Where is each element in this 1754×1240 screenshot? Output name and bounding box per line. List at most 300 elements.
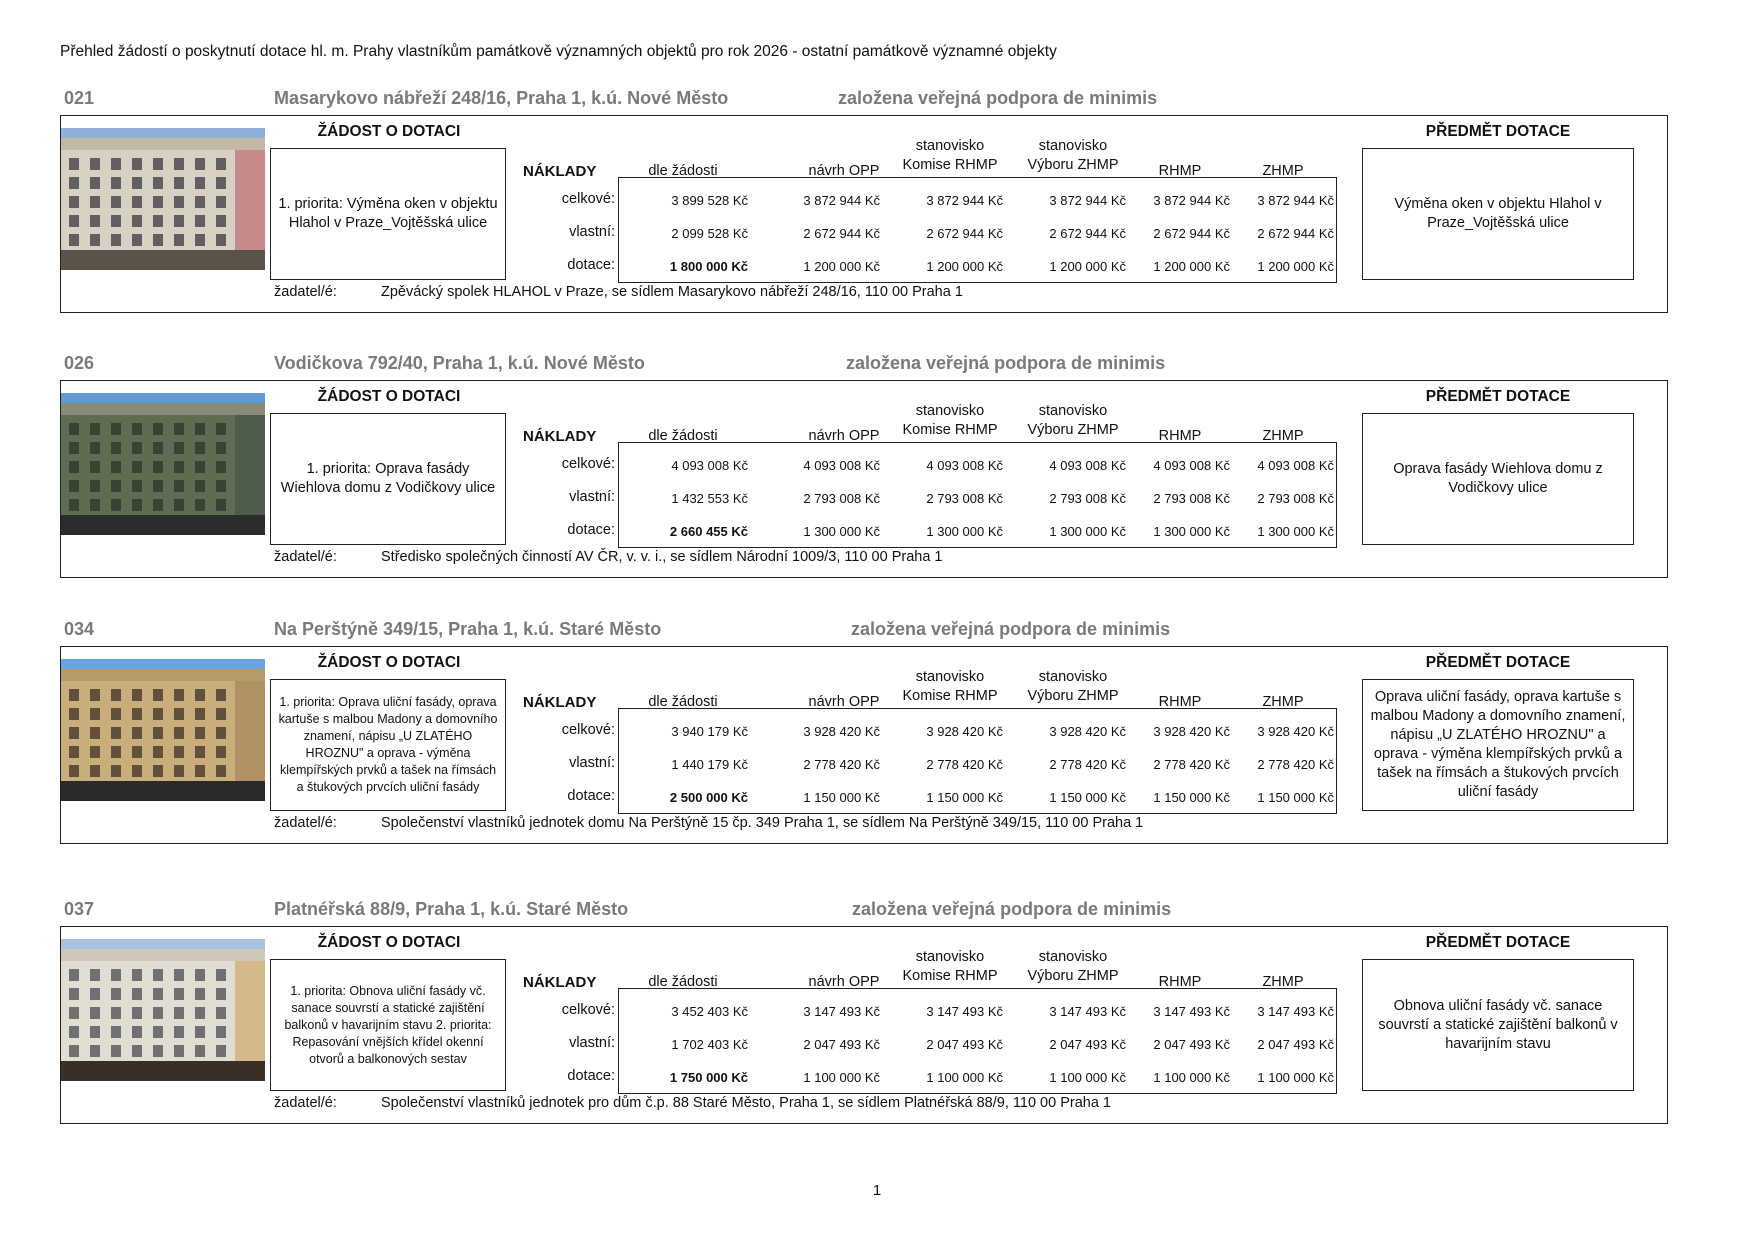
col-komise-line1: stanovisko [915,949,985,965]
cost-cell-celkove-2: 3 147 493 Kč [926,1004,1003,1019]
col-vybor-line1: stanovisko [1038,949,1108,965]
cost-cell-dotace-4: 1 200 000 Kč [1153,259,1230,274]
entry-header [0,353,1754,379]
cost-cell-dotace-1: 1 100 000 Kč [803,1070,880,1085]
cost-cell-celkove-3: 4 093 008 Kč [1049,458,1126,473]
photo-window [111,461,121,473]
photo-window [174,158,184,170]
photo-window [195,442,205,454]
zadost-header: ŽÁDOST O DOTACI [317,654,461,671]
entry-card [0,88,1754,318]
cost-cell-celkove-4: 3 872 944 Kč [1153,193,1230,208]
cost-cell-dotace-1: 1 300 000 Kč [803,524,880,539]
photo-window [153,480,163,492]
photo-window [216,461,226,473]
photo-street [61,250,265,270]
cost-cell-vlastni-5: 2 778 420 Kč [1257,757,1334,772]
col-vybor-line2: Výboru ZHMP [1027,422,1119,438]
col-navrh-opp: návrh OPP [808,694,880,710]
photo-window [174,177,184,189]
photo-window [216,480,226,492]
col-zhmp: ZHMP [1262,974,1304,990]
cost-cell-celkove-1: 3 928 420 Kč [803,724,880,739]
photo-window [90,708,100,720]
photo-cornice [61,138,265,150]
photo-window [69,1026,79,1038]
predmet-header: PŘEDMĚT DOTACE [1425,388,1571,405]
cost-cell-dotace-2: 1 300 000 Kč [926,524,1003,539]
cost-cell-dotace-3: 1 150 000 Kč [1049,790,1126,805]
col-navrh-opp: návrh OPP [808,974,880,990]
photo-window [69,988,79,1000]
photo-window [132,499,142,511]
photo-window [195,499,205,511]
photo-window [90,177,100,189]
photo-window [69,461,79,473]
applicant-label: žadatel/é: [274,284,337,300]
photo-window [195,1007,205,1019]
photo-window [195,423,205,435]
photo-window [69,1007,79,1019]
photo-window [69,177,79,189]
photo-window [69,708,79,720]
cost-cell-dotace-4: 1 300 000 Kč [1153,524,1230,539]
cost-cell-celkove-4: 3 928 420 Kč [1153,724,1230,739]
photo-window [69,969,79,981]
cost-cell-celkove-1: 3 147 493 Kč [803,1004,880,1019]
cost-cell-dotace-0: 2 500 000 Kč [669,790,748,805]
col-komise-line2: Komise RHMP [902,688,998,704]
photo-window [195,988,205,1000]
photo-window [69,689,79,701]
col-rhmp: RHMP [1158,163,1202,179]
cost-cell-vlastni-3: 2 793 008 Kč [1049,491,1126,506]
photo-window [153,177,163,189]
photo-window [132,1026,142,1038]
photo-window [174,765,184,777]
cost-cell-vlastni-3: 2 047 493 Kč [1049,1037,1126,1052]
photo-window [195,689,205,701]
entry-id: 034 [64,619,95,639]
cost-cell-vlastni-4: 2 793 008 Kč [1153,491,1230,506]
cost-cell-celkove-2: 3 928 420 Kč [926,724,1003,739]
cost-cell-celkove-0: 3 899 528 Kč [671,193,748,208]
cost-cell-dotace-0: 1 750 000 Kč [669,1070,748,1085]
photo-window [90,765,100,777]
photo-window [111,196,121,208]
photo-window [216,234,226,246]
cost-cell-vlastni-5: 2 672 944 Kč [1257,226,1334,241]
photo-window [216,1045,226,1057]
cost-cell-dotace-5: 1 100 000 Kč [1257,1070,1334,1085]
col-dle-zadosti: dle žádosti [648,974,718,990]
entry-card [0,619,1754,849]
photo-window [111,988,121,1000]
photo-window [216,215,226,227]
entry-id: 021 [64,88,95,108]
photo-window [174,689,184,701]
col-komise-line2: Komise RHMP [902,422,998,438]
photo-window [195,196,205,208]
row-label-celkove: celkové: [561,722,615,738]
photo-window [90,158,100,170]
photo-window [174,423,184,435]
photo-window [195,158,205,170]
cost-cell-dotace-5: 1 300 000 Kč [1257,524,1334,539]
subject-text: Oprava uliční fasády, oprava kartuše s malbou Madony a domovního znamení, nápisu „U ZLATÉHO HROZNU" a oprava - výměna klempířských prvků a tašek na římsách a štukových prvcích uliční fasády [1362,679,1634,811]
entry-address: Platnéřská 88/9, Praha 1, k.ú. Staré Město [274,899,629,919]
zadost-header: ŽÁDOST O DOTACI [317,388,461,405]
cost-cell-dotace-0: 1 800 000 Kč [669,259,748,274]
de-minimis-note: založena veřejná podpora de minimis [838,88,1158,108]
photo-window [174,480,184,492]
photo-cornice [61,949,265,961]
photo-window [69,196,79,208]
photo-window [174,746,184,758]
col-komise-line1: stanovisko [915,669,985,685]
photo-window [132,746,142,758]
photo-window [195,746,205,758]
cost-cell-celkove-0: 4 093 008 Kč [671,458,748,473]
photo-window [132,727,142,739]
photo-window [111,480,121,492]
building-photo-image [61,659,265,801]
photo-window [90,1045,100,1057]
photo-window [195,480,205,492]
photo-window [69,746,79,758]
applicant-text: Zpěvácký spolek HLAHOL v Praze, se sídlem Masarykovo nábřeží 248/16, 110 00 Praha 1 [381,284,963,300]
photo-window [174,708,184,720]
photo-window [153,215,163,227]
photo-window [216,1026,226,1038]
building-photo [61,128,265,270]
photo-street [61,781,265,801]
row-label-celkove: celkové: [561,456,615,472]
photo-window [153,988,163,1000]
photo-window [216,689,226,701]
photo-window [153,158,163,170]
naklady-header: NÁKLADY [523,694,597,711]
photo-window [174,499,184,511]
cost-cell-vlastni-2: 2 778 420 Kč [926,757,1003,772]
photo-cornice [61,403,265,415]
cost-cell-vlastni-1: 2 778 420 Kč [803,757,880,772]
naklady-header: NÁKLADY [523,163,597,180]
photo-window [153,461,163,473]
cost-cell-dotace-3: 1 200 000 Kč [1049,259,1126,274]
photo-window [111,215,121,227]
photo-window [90,499,100,511]
col-vybor-line1: stanovisko [1038,138,1108,154]
col-zhmp: ZHMP [1262,163,1304,179]
cost-cell-vlastni-4: 2 047 493 Kč [1153,1037,1230,1052]
photo-window [174,727,184,739]
photo-window [216,727,226,739]
photo-window [132,442,142,454]
priority-text: 1. priorita: Oprava uliční fasády, oprava kartuše s malbou Madony a domovního znamení, nápisu „U ZLATÉHO HROZNU" a oprava - výměna klempířských prvků a tašek na římsách a štukových prvcích uliční fasády [270,679,506,811]
subject-text: Oprava fasády Wiehlova domu z Vodičkovy ulice [1362,413,1634,545]
photo-window [132,177,142,189]
col-vybor-line2: Výboru ZHMP [1027,157,1119,173]
photo-window [69,727,79,739]
photo-window [69,215,79,227]
cost-cell-celkove-4: 3 147 493 Kč [1153,1004,1230,1019]
photo-window [132,689,142,701]
photo-window [90,461,100,473]
col-vybor-line2: Výboru ZHMP [1027,968,1119,984]
de-minimis-note: založena veřejná podpora de minimis [846,353,1166,373]
photo-window [132,480,142,492]
cost-cell-vlastni-0: 1 432 553 Kč [671,491,748,506]
cost-cell-celkove-5: 4 093 008 Kč [1257,458,1334,473]
photo-window [69,480,79,492]
photo-window [153,765,163,777]
cost-cell-celkove-4: 4 093 008 Kč [1153,458,1230,473]
entry-address: Na Perštýně 349/15, Praha 1, k.ú. Staré Město [274,619,662,639]
photo-window [153,499,163,511]
photo-window [132,215,142,227]
photo-window [153,1007,163,1019]
entry-header [0,619,1754,645]
photo-window [174,1045,184,1057]
cost-cell-celkove-2: 4 093 008 Kč [926,458,1003,473]
row-label-celkove: celkové: [561,1002,615,1018]
row-label-dotace: dotace: [567,522,615,538]
col-navrh-opp: návrh OPP [808,163,880,179]
photo-window [216,499,226,511]
cost-cell-dotace-1: 1 200 000 Kč [803,259,880,274]
photo-window [69,499,79,511]
photo-window [69,234,79,246]
cost-cell-dotace-2: 1 150 000 Kč [926,790,1003,805]
row-label-dotace: dotace: [567,788,615,804]
photo-window [153,1026,163,1038]
photo-window [111,1026,121,1038]
photo-window [174,969,184,981]
photo-window [174,461,184,473]
cost-cell-vlastni-0: 1 440 179 Kč [671,757,748,772]
photo-window [90,480,100,492]
photo-window [216,969,226,981]
photo-window [90,988,100,1000]
de-minimis-note: založena veřejná podpora de minimis [851,619,1171,639]
cost-cell-vlastni-1: 2 793 008 Kč [803,491,880,506]
col-navrh-opp: návrh OPP [808,428,880,444]
photo-window [90,234,100,246]
photo-window [153,746,163,758]
photo-window [174,234,184,246]
col-dle-zadosti: dle žádosti [648,694,718,710]
cost-cell-celkove-0: 3 452 403 Kč [671,1004,748,1019]
cost-cell-celkove-5: 3 872 944 Kč [1257,193,1334,208]
photo-window [153,196,163,208]
cost-cell-vlastni-1: 2 047 493 Kč [803,1037,880,1052]
photo-window [153,1045,163,1057]
row-label-vlastni: vlastní: [569,1035,615,1051]
photo-window [216,442,226,454]
photo-window [153,969,163,981]
col-zhmp: ZHMP [1262,428,1304,444]
entry-card [0,899,1754,1129]
cost-cell-vlastni-4: 2 672 944 Kč [1153,226,1230,241]
photo-window [111,765,121,777]
row-label-dotace: dotace: [567,1068,615,1084]
photo-window [111,499,121,511]
row-label-dotace: dotace: [567,257,615,273]
col-vybor-line1: stanovisko [1038,669,1108,685]
building-photo [61,659,265,801]
photo-window [132,196,142,208]
cost-cell-vlastni-1: 2 672 944 Kč [803,226,880,241]
photo-window [153,727,163,739]
photo-window [195,1026,205,1038]
predmet-header: PŘEDMĚT DOTACE [1425,123,1571,140]
cost-cell-dotace-2: 1 200 000 Kč [926,259,1003,274]
photo-window [132,988,142,1000]
photo-window [195,215,205,227]
priority-text: 1. priorita: Výměna oken v objektu Hlahol v Praze_Vojtěšská ulice [270,148,506,280]
photo-window [111,442,121,454]
subject-text: Výměna oken v objektu Hlahol v Praze_Vojtěšská ulice [1362,148,1634,280]
cost-cell-celkove-3: 3 872 944 Kč [1049,193,1126,208]
predmet-header: PŘEDMĚT DOTACE [1425,654,1571,671]
photo-window [153,708,163,720]
building-photo-image [61,939,265,1081]
entry-id: 037 [64,899,95,919]
photo-window [195,234,205,246]
photo-window [153,423,163,435]
applicant-label: žadatel/é: [274,549,337,565]
cost-cell-dotace-1: 1 150 000 Kč [803,790,880,805]
col-rhmp: RHMP [1158,428,1202,444]
photo-window [90,423,100,435]
photo-window [153,689,163,701]
cost-cell-vlastni-4: 2 778 420 Kč [1153,757,1230,772]
photo-window [132,765,142,777]
photo-window [132,234,142,246]
row-label-vlastni: vlastní: [569,489,615,505]
cost-cell-vlastni-2: 2 793 008 Kč [926,491,1003,506]
photo-window [111,969,121,981]
page-number: 1 [872,1182,882,1199]
photo-window [132,708,142,720]
photo-window [132,158,142,170]
photo-window [90,442,100,454]
photo-window [90,1026,100,1038]
naklady-header: NÁKLADY [523,428,597,445]
photo-window [132,461,142,473]
row-label-celkove: celkové: [561,191,615,207]
photo-window [90,1007,100,1019]
photo-cornice [61,669,265,681]
entry-address: Masarykovo nábřeží 248/16, Praha 1, k.ú. Nové Město [274,88,729,108]
photo-window [195,969,205,981]
cost-cell-celkove-5: 3 928 420 Kč [1257,724,1334,739]
photo-window [90,689,100,701]
photo-window [195,461,205,473]
cost-cell-dotace-5: 1 150 000 Kč [1257,790,1334,805]
photo-window [111,1045,121,1057]
photo-window [216,988,226,1000]
cost-cell-dotace-5: 1 200 000 Kč [1257,259,1334,274]
cost-cell-dotace-3: 1 300 000 Kč [1049,524,1126,539]
cost-cell-vlastni-5: 2 793 008 Kč [1257,491,1334,506]
photo-window [111,708,121,720]
photo-window [111,423,121,435]
col-vybor-line1: stanovisko [1038,403,1108,419]
photo-window [153,234,163,246]
photo-window [216,177,226,189]
subject-text: Obnova uliční fasády vč. sanace souvrstí a statické zajištění balkonů v havarijním stavu [1362,959,1634,1091]
cost-cell-celkove-3: 3 928 420 Kč [1049,724,1126,739]
photo-window [216,765,226,777]
photo-window [132,1045,142,1057]
col-dle-zadosti: dle žádosti [648,428,718,444]
cost-cell-celkove-0: 3 940 179 Kč [671,724,748,739]
predmet-header: PŘEDMĚT DOTACE [1425,934,1571,951]
de-minimis-note: založena veřejná podpora de minimis [852,899,1172,919]
entry-id: 026 [64,353,95,373]
entry-address: Vodičkova 792/40, Praha 1, k.ú. Nové Město [274,353,645,373]
priority-text: 1. priorita: Oprava fasády Wiehlova domu z Vodičkovy ulice [270,413,506,545]
photo-window [111,1007,121,1019]
cost-cell-dotace-4: 1 100 000 Kč [1153,1070,1230,1085]
photo-window [216,196,226,208]
photo-window [69,423,79,435]
photo-window [153,442,163,454]
photo-window [174,215,184,227]
photo-window [111,689,121,701]
cost-cell-dotace-0: 2 660 455 Kč [669,524,748,539]
photo-window [132,969,142,981]
photo-window [216,1007,226,1019]
priority-text: 1. priorita: Obnova uliční fasády vč. sanace souvrstí a statické zajištění balkonů v havarijním stavu 2. priorita: Repasování vnějších křídel okenní otvorů a balkonových sestav [270,959,506,1091]
photo-window [90,727,100,739]
applicant-text: Středisko společných činností AV ČR, v. v. i., se sídlem Národní 1009/3, 110 00 Praha 1 [381,549,943,565]
photo-window [90,196,100,208]
col-rhmp: RHMP [1158,974,1202,990]
photo-window [132,423,142,435]
entry-card [0,353,1754,583]
col-komise-line1: stanovisko [915,403,985,419]
cost-cell-celkove-5: 3 147 493 Kč [1257,1004,1334,1019]
cost-cell-celkove-3: 3 147 493 Kč [1049,1004,1126,1019]
cost-cell-dotace-4: 1 150 000 Kč [1153,790,1230,805]
photo-window [132,1007,142,1019]
entry-header [0,88,1754,114]
photo-window [195,177,205,189]
photo-window [111,234,121,246]
col-komise-line2: Komise RHMP [902,968,998,984]
cost-cell-dotace-2: 1 100 000 Kč [926,1070,1003,1085]
photo-window [195,727,205,739]
photo-window [174,1026,184,1038]
applicant-text: Společenství vlastníků jednotek domu Na Perštýně 15 čp. 349 Praha 1, se sídlem Na Perštýně 349/15, 110 00 Praha 1 [381,815,1144,831]
photo-window [174,988,184,1000]
photo-window [90,746,100,758]
zadost-header: ŽÁDOST O DOTACI [317,123,461,140]
photo-street [61,515,265,535]
photo-window [90,215,100,227]
col-komise-line1: stanovisko [915,138,985,154]
photo-window [174,442,184,454]
cost-cell-celkove-1: 3 872 944 Kč [803,193,880,208]
row-label-vlastni: vlastní: [569,755,615,771]
cost-cell-vlastni-0: 1 702 403 Kč [671,1037,748,1052]
cost-cell-vlastni-2: 2 047 493 Kč [926,1037,1003,1052]
photo-window [111,727,121,739]
applicant-label: žadatel/é: [274,815,337,831]
